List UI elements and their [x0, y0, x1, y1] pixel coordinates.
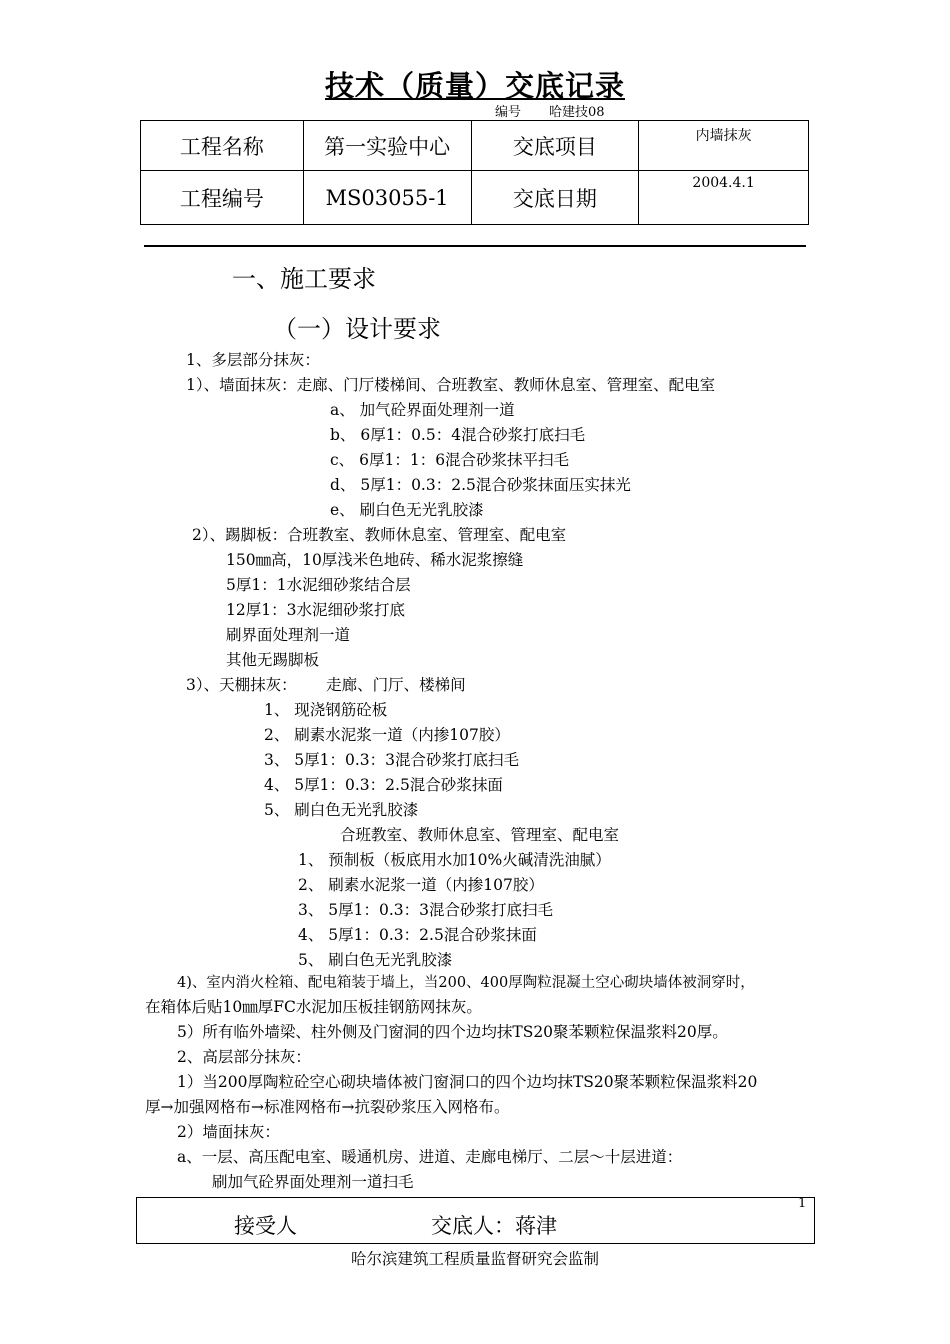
document-number-value: 哈建技08	[549, 105, 605, 120]
body-line: 1）当200厚陶粒砼空心砌块墙体被门窗洞口的四个边均抹TS20聚苯颗粒保温浆料20	[177, 1073, 758, 1091]
body-line: 刷加气砼界面处理剂一道扫毛	[212, 1173, 414, 1191]
project-code-label: 工程编号	[141, 171, 304, 225]
subsection-heading: （一）设计要求	[273, 315, 441, 343]
disclosure-date-label: 交底日期	[471, 171, 639, 225]
info-table	[140, 120, 809, 225]
body-line: 5厚1：1水泥细砂浆结合层	[226, 576, 411, 594]
discloser-label: 交底人：蒋津	[431, 1214, 557, 1238]
disclosure-date-value: 2004.4.1	[639, 171, 809, 225]
body-line: d、 5厚1：0.3：2.5混合砂浆抹面压实抹光	[330, 476, 631, 494]
body-line: 1、多层部分抹灰：	[186, 351, 320, 369]
body-line: a、一层、高压配电室、暖通机房、进道、走廊电梯厅、二层～十层进道：	[177, 1148, 683, 1166]
project-name-label: 工程名称	[141, 121, 304, 171]
body-line: 1）、墙面抹灰：走廊、门厅楼梯间、合班教室、教师休息室、管理室、配电室	[186, 376, 716, 394]
divider	[144, 245, 806, 247]
page-number: 1	[798, 1196, 807, 1211]
body-line: c、 6厚1：1：6混合砂浆抹平扫毛	[330, 451, 570, 469]
disclosure-item-label: 交底项目	[471, 121, 639, 171]
document-title: 技术（质量）交底记录	[324, 69, 625, 103]
project-code-value: MS03055-1	[303, 171, 471, 225]
project-name-value: 第一实验中心	[303, 121, 471, 171]
body-line: 5、 刷白色无光乳胶漆	[264, 801, 419, 819]
body-line: 150㎜高，10厚浅米色地砖、稀水泥浆擦缝	[226, 551, 524, 569]
disclosure-item-value: 内墙抹灰	[639, 121, 809, 171]
body-line: 2、 刷素水泥浆一道（内掺107胶）	[298, 876, 544, 894]
section-heading: 一、施工要求	[232, 265, 376, 293]
body-line: 5、 刷白色无光乳胶漆	[298, 951, 453, 969]
body-line: 2）墙面抹灰：	[177, 1123, 280, 1141]
body-line: 在箱体后贴10㎜厚FC水泥加压板挂钢筋网抹灰。	[145, 998, 482, 1016]
body-line: 3、 5厚1：0.3：3混合砂浆打底扫毛	[264, 751, 520, 769]
body-line: 5）所有临外墙梁、柱外侧及门窗洞的四个边均抹TS20聚苯颗粒保温浆料20厚。	[177, 1023, 728, 1041]
body-line: 4、 5厚1：0.3：2.5混合砂浆抹面	[264, 776, 503, 794]
body-line: a、 加气砼界面处理剂一道	[330, 401, 515, 419]
document-number-label: 编号	[495, 105, 522, 120]
body-line: 12厚1：3水泥细砂浆打底	[226, 601, 405, 619]
body-line: 厚→加强网格布→标准网格布→抗裂砂浆压入网格布。	[145, 1098, 510, 1116]
body-line: 3）、天棚抹灰： 走廊、门厅、楼梯间	[186, 676, 466, 694]
body-line: 2）、踢脚板：合班教室、教师休息室、管理室、配电室	[192, 526, 567, 544]
body-line: 4、 5厚1：0.3：2.5混合砂浆抹面	[298, 926, 537, 944]
body-line: 3、 5厚1：0.3：3混合砂浆打底扫毛	[298, 901, 554, 919]
supervision-note: 哈尔滨建筑工程质量监督研究会监制	[350, 1250, 599, 1268]
body-line: 4)、室内消火栓箱、配电箱装于墙上，当200、400厚陶粒混凝土空心砌块墙体被洞穿时，	[177, 975, 755, 991]
body-line: 1、 现浇钢筋砼板	[264, 701, 388, 719]
body-line: 1、 预制板（板底用水加10%火碱清洗油腻）	[298, 851, 611, 869]
body-line: 2、 刷素水泥浆一道（内掺107胶）	[264, 726, 510, 744]
body-line: e、 刷白色无光乳胶漆	[330, 501, 484, 519]
body-line: 刷界面处理剂一道	[226, 626, 351, 644]
receiver-label: 接受人	[234, 1214, 297, 1238]
body-line: 合班教室、教师休息室、管理室、配电室	[340, 826, 620, 844]
document-number	[495, 101, 605, 120]
body-line: b、 6厚1：0.5：4混合砂浆打底扫毛	[330, 426, 586, 444]
body-line: 其他无踢脚板	[226, 651, 320, 669]
body-line: 2、高层部分抹灰：	[177, 1048, 311, 1066]
